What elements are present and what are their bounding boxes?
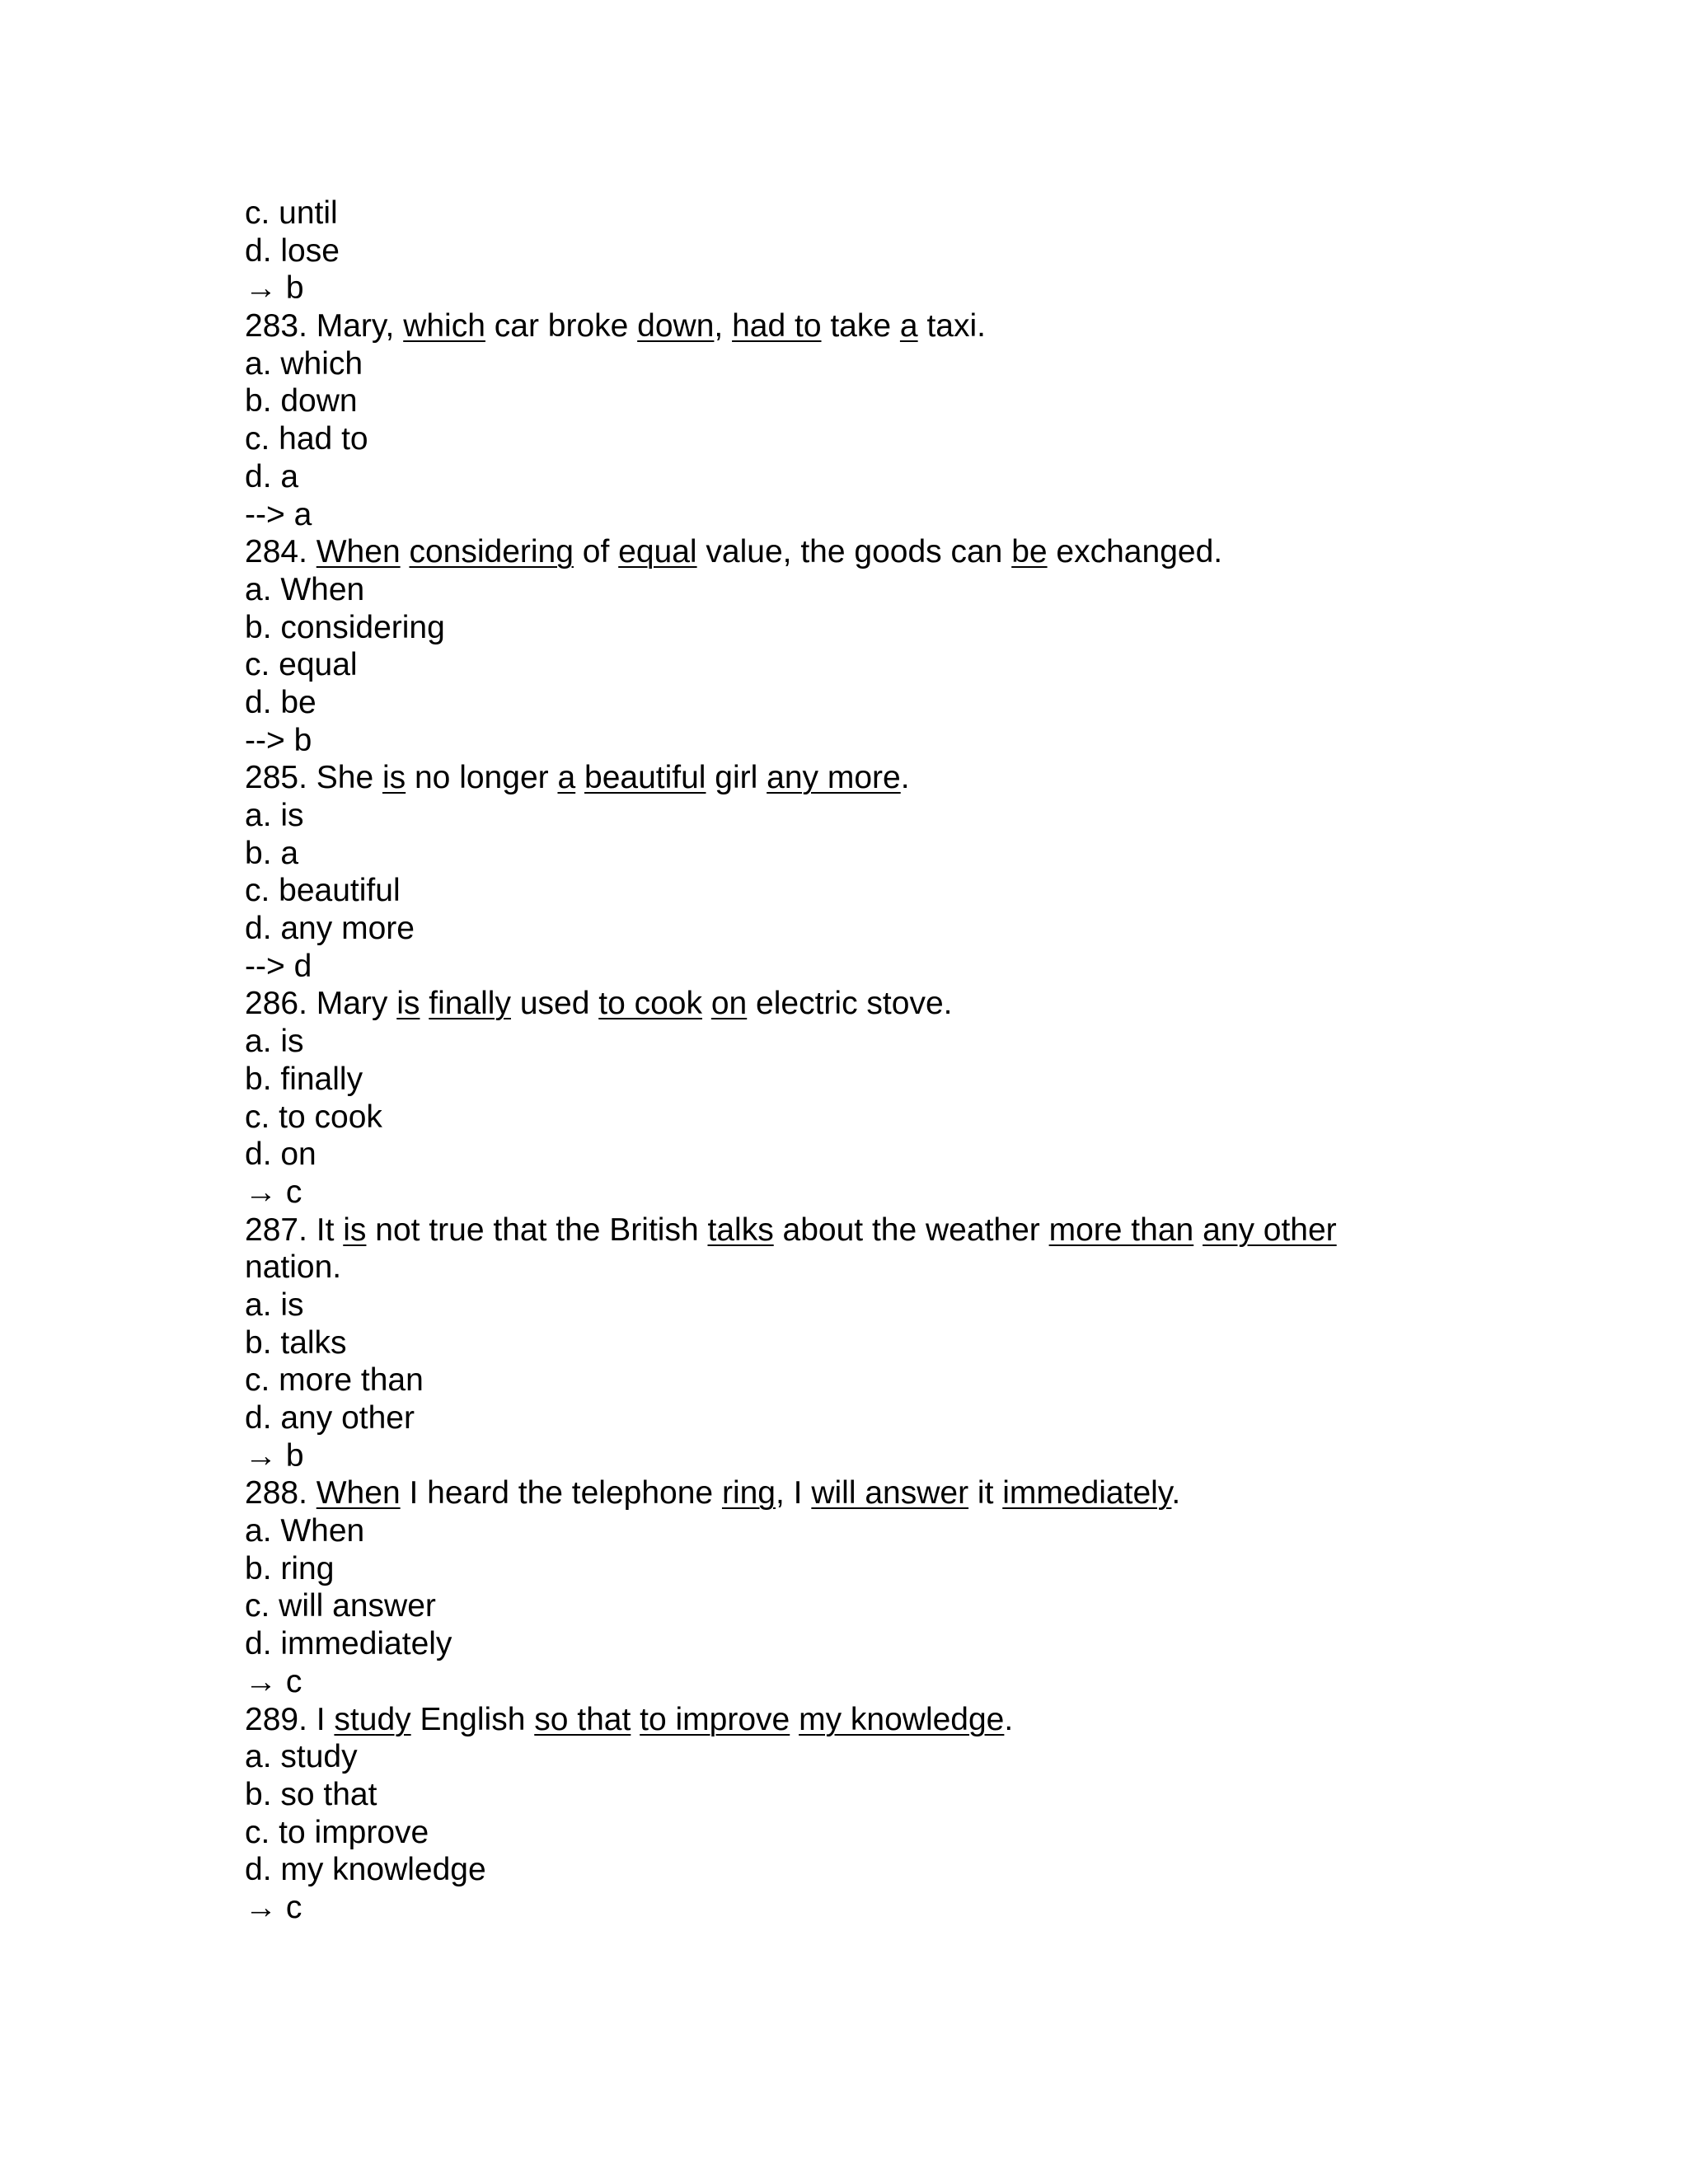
text-line: b. a — [245, 835, 299, 871]
text-line: → c — [245, 1663, 302, 1699]
sentence-text: value, the goods can — [696, 534, 1012, 570]
sentence-text: , — [714, 308, 733, 344]
sentence-text: 284. — [245, 534, 316, 570]
underlined-option: be — [1011, 534, 1048, 570]
underlined-option: any more — [767, 760, 901, 796]
underlined-option: considering — [409, 534, 574, 570]
underlined-option: is — [343, 1212, 367, 1248]
text-line: a. When — [245, 571, 365, 607]
underlined-option: is — [396, 986, 420, 1022]
underlined-option: When — [316, 1475, 401, 1511]
sentence-text: 286. — [245, 986, 316, 1022]
sentence-text: 289. — [245, 1701, 316, 1737]
sentence-text: used — [510, 986, 599, 1022]
text-line: --> a — [245, 496, 312, 532]
underlined-option: my knowledge — [799, 1701, 1005, 1737]
text-line: c. until — [245, 195, 338, 231]
sentence-text: girl — [706, 760, 767, 796]
text-line: a. is — [245, 1286, 304, 1323]
sentence-text: electric stove. — [747, 986, 953, 1022]
sentence-text: Mary — [316, 986, 397, 1022]
sentence-text: exchanged. — [1047, 534, 1223, 570]
text-line — [245, 985, 1481, 1023]
sentence-text: . — [1004, 1701, 1014, 1737]
text-line: --> b — [245, 722, 312, 758]
text-line: a. is — [245, 798, 304, 833]
underlined-option: down — [637, 308, 715, 344]
sentence-text: 285. — [245, 760, 316, 796]
underlined-option: immediately — [1002, 1475, 1172, 1511]
text-line: d. immediately — [245, 1626, 452, 1662]
underlined-option: so that — [534, 1701, 631, 1737]
underlined-option: study — [334, 1701, 411, 1737]
sentence-text — [790, 1702, 799, 1737]
text-line — [245, 1701, 1481, 1739]
text-line: d. my knowledge — [245, 1852, 486, 1888]
sentence-text: Mary, — [316, 308, 404, 344]
text-line: b. finally — [245, 1061, 363, 1097]
sentence-text: taxi. — [917, 308, 986, 344]
text-line: a. When — [245, 1513, 365, 1549]
sentence-text — [702, 986, 711, 1021]
sentence-text: It — [316, 1212, 344, 1248]
sentence-text: car broke — [485, 308, 638, 344]
text-line: c. beautiful — [245, 873, 401, 909]
underlined-option: a — [557, 760, 576, 796]
text-line: c. had to — [245, 421, 368, 457]
underlined-option: to improve — [640, 1701, 790, 1737]
sentence-text: . — [1171, 1475, 1181, 1511]
text-line: c. more than — [245, 1362, 424, 1399]
text-line: c. will answer — [245, 1588, 436, 1624]
text-line: a. which — [245, 345, 363, 382]
text-line: c. to improve — [245, 1814, 429, 1850]
sentence-text: no longer — [406, 760, 558, 796]
sentence-text — [631, 1702, 640, 1737]
underlined-option: on — [710, 986, 748, 1022]
text-line: d. on — [245, 1137, 316, 1173]
text-line: → c — [245, 1174, 302, 1210]
text-line — [245, 533, 1481, 571]
sentence-text: 283. — [245, 308, 316, 344]
underlined-option: which — [403, 308, 485, 344]
text-line: a. is — [245, 1024, 304, 1060]
underlined-option: had to — [732, 308, 822, 344]
text-line: d. a — [245, 458, 299, 494]
sentence-text: not true that the British — [366, 1212, 708, 1248]
sentence-text: I — [316, 1701, 335, 1737]
sentence-text: . — [900, 760, 910, 796]
underlined-option: talks — [707, 1212, 774, 1248]
sentence-text: She — [316, 760, 382, 796]
sentence-text: it — [968, 1475, 1003, 1511]
underlined-option: beautiful — [584, 760, 706, 796]
text-line — [245, 307, 1481, 345]
sentence-text: 287. — [245, 1212, 316, 1248]
underlined-option: equal — [618, 534, 697, 570]
text-line: → b — [245, 1437, 304, 1474]
underlined-option: is — [382, 760, 406, 796]
sentence-text: 288. — [245, 1475, 316, 1511]
underlined-option: will answer — [811, 1475, 969, 1511]
text-line: → b — [245, 270, 304, 307]
text-line: b. talks — [245, 1324, 347, 1361]
text-line: d. any other — [245, 1400, 415, 1436]
underlined-option: finally — [429, 986, 511, 1022]
sentence-text — [1193, 1212, 1203, 1248]
text-line: d. be — [245, 684, 316, 720]
sentence-text: take — [821, 308, 900, 344]
text-line: --> d — [245, 948, 312, 984]
text-line: b. considering — [245, 609, 445, 645]
text-line: a. study — [245, 1739, 358, 1775]
text-line — [245, 759, 1481, 797]
text-line: b. ring — [245, 1550, 335, 1586]
underlined-option: more than — [1048, 1212, 1194, 1248]
text-line: d. lose — [245, 232, 340, 269]
underlined-option: to cook — [598, 986, 702, 1022]
sentence-text: about the weather — [773, 1212, 1049, 1248]
text-line: c. equal — [245, 647, 358, 683]
sentence-text: , I — [776, 1475, 812, 1511]
underlined-option: a — [899, 308, 918, 344]
underlined-option: ring — [721, 1475, 776, 1511]
underlined-option: When — [316, 534, 401, 570]
sentence-text: English — [410, 1701, 535, 1737]
sentence-text: of — [573, 534, 619, 570]
text-line — [245, 1474, 1481, 1512]
text-line: nation. — [245, 1249, 342, 1286]
text-line: b. down — [245, 383, 358, 419]
text-line: b. so that — [245, 1776, 377, 1812]
text-line — [245, 1212, 1481, 1249]
document-page — [245, 194, 1481, 1927]
underlined-option: any other — [1203, 1212, 1337, 1248]
text-line: d. any more — [245, 911, 415, 947]
sentence-text — [420, 986, 429, 1021]
text-line: → c — [245, 1889, 302, 1925]
text-line: c. to cook — [245, 1099, 382, 1135]
sentence-text — [401, 534, 410, 569]
sentence-text: I heard the telephone — [400, 1475, 722, 1511]
sentence-text — [575, 760, 584, 795]
